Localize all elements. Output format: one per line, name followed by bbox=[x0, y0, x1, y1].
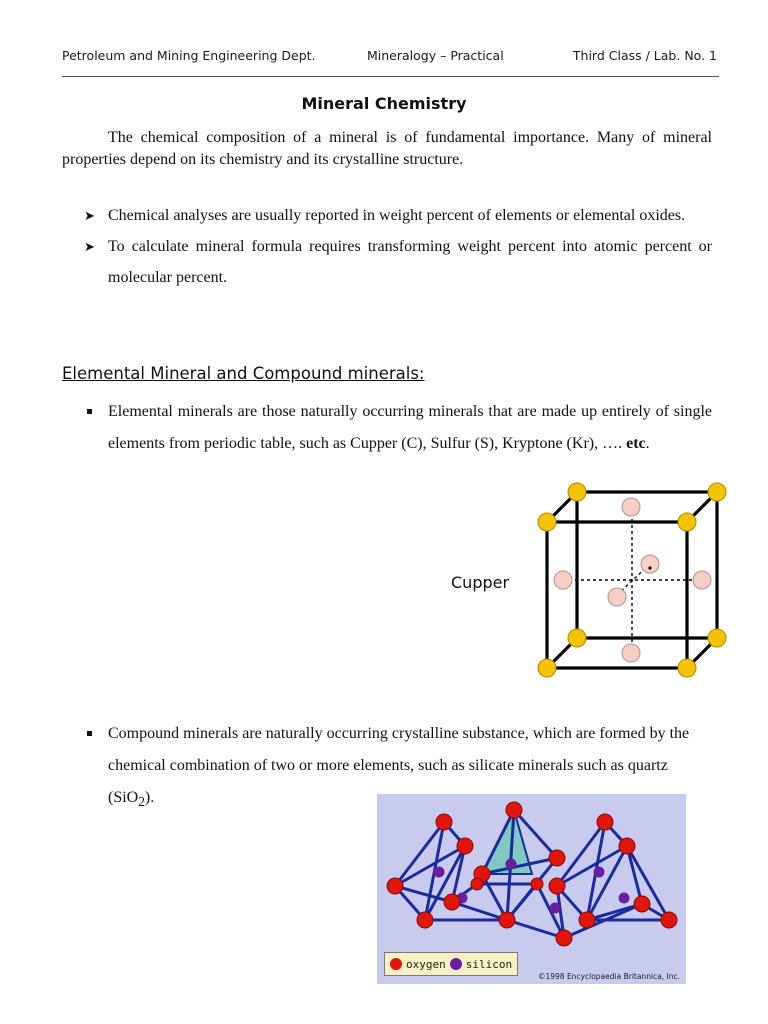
arrow-bullet-item bbox=[84, 231, 712, 293]
quartz-structure-figure bbox=[377, 794, 686, 984]
header-department: Petroleum and Mining Engineering Dept. bbox=[62, 48, 316, 63]
arrow-bullet-text: Chemical analyses are usually reported in weight percent of elements or elemental oxides. bbox=[108, 207, 686, 224]
elemental-end: . bbox=[645, 435, 650, 452]
square-bullet-icon bbox=[87, 731, 92, 736]
page-title: Mineral Chemistry bbox=[301, 94, 467, 113]
figure-credit: ©1998 Encyclopaedia Britannica, Inc. bbox=[537, 972, 680, 981]
legend-silicon-label: silicon bbox=[465, 957, 513, 971]
arrow-bullet-list bbox=[84, 200, 712, 293]
legend-oxygen-label: oxygen bbox=[406, 957, 446, 971]
arrow-bullet-icon: ➤ bbox=[84, 239, 95, 254]
square-bullet-icon bbox=[87, 409, 92, 414]
arrow-bullet-item bbox=[84, 200, 712, 231]
cupper-fcc-unit-cell-diagram bbox=[532, 480, 732, 680]
figure-legend bbox=[384, 952, 518, 976]
silicon-swatch-icon bbox=[450, 958, 462, 970]
oxygen-swatch-icon bbox=[390, 958, 402, 970]
intro-text: The chemical composition of a mineral is of fundamental importance. Many of mineral properties depend on its chemistry and its crystalline structure. bbox=[62, 129, 712, 168]
section-heading: Elemental Mineral and Compound minerals: bbox=[62, 364, 425, 383]
intro-paragraph bbox=[62, 127, 712, 171]
compound-subscript: 2 bbox=[138, 794, 145, 810]
cupper-label: Cupper bbox=[451, 573, 510, 592]
compound-end: ). bbox=[144, 789, 155, 806]
arrow-bullet-icon: ➤ bbox=[84, 208, 95, 223]
compound-text: Compound minerals are naturally occurring crystalline substance, which are formed by the chemical combination of two or more elements, such as silicate minerals such as quartz (SiO bbox=[108, 725, 690, 806]
elemental-minerals-item bbox=[84, 396, 712, 460]
elemental-etc: etc bbox=[626, 435, 646, 452]
arrow-bullet-text: To calculate mineral formula requires transforming weight percent into atomic percent or molecular percent. bbox=[108, 238, 712, 286]
page-header bbox=[62, 46, 719, 77]
elemental-text: Elemental minerals are those naturally occurring minerals that are made up entirely of single elements from periodic table, such as Cupper (C), Sulfur (S), Kryptone (Kr), …. bbox=[108, 403, 712, 452]
header-lab-number: Third Class / Lab. No. 1 bbox=[572, 48, 717, 63]
header-course: Mineralogy – Practical bbox=[367, 48, 504, 63]
